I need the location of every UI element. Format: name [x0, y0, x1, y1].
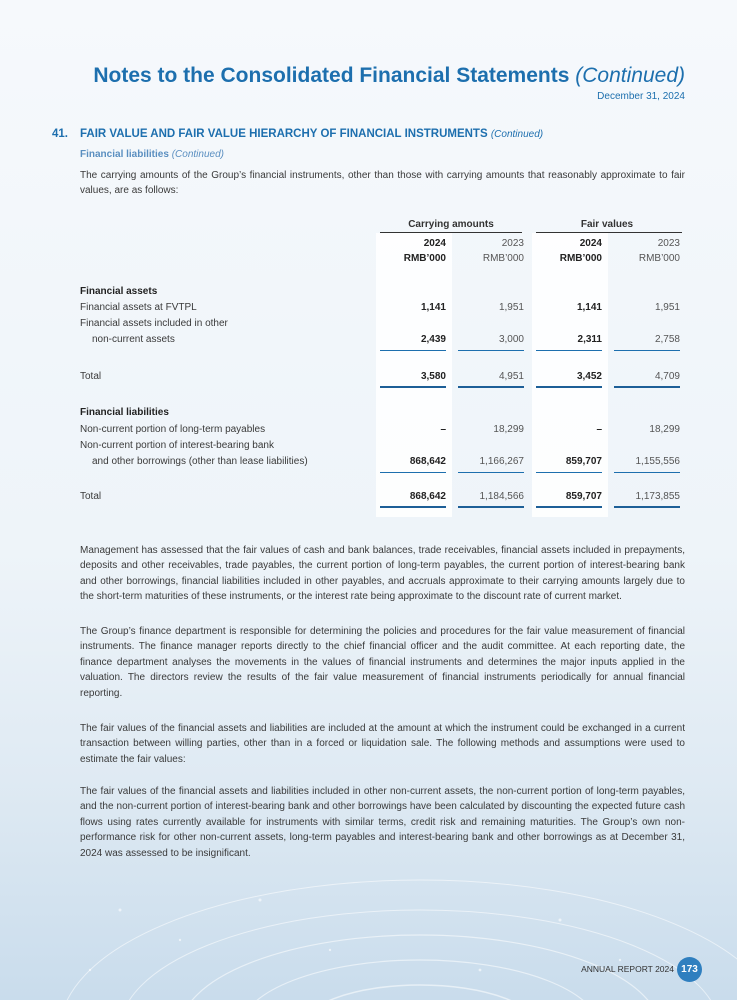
asset-row-fvtpl-label: Financial assets at FVTPL [80, 302, 197, 313]
group-header-fair: Fair values [580, 219, 634, 230]
liab-row-borrowings-label-2: and other borrowings (other than lease liabilities) [92, 456, 308, 467]
section-number: 41. [52, 128, 68, 140]
col-year: 2024 [579, 238, 602, 249]
assets-total-fair-2024: 3,452 [576, 371, 602, 382]
subtotal-rule [614, 350, 680, 351]
asset-row-other-label-2: non-current assets [92, 334, 175, 345]
asset-fvtpl-fair-2023: 1,951 [654, 302, 680, 313]
total-rule [536, 386, 602, 388]
section-continued: (Continued) [490, 129, 544, 140]
liab-row-borrowings-label-1: Non-current portion of interest-bearing bank [80, 440, 274, 451]
annual-report-label: ANNUAL REPORT 2024 [581, 964, 674, 974]
liab-payables-fair-2023: 18,299 [649, 424, 680, 435]
subtotal-rule [380, 350, 446, 351]
liab-borrowings-carrying-2024: 868,642 [409, 456, 446, 467]
liab-borrowings-fair-2024: 859,707 [565, 456, 602, 467]
liab-total-carrying-2023: 1,184,566 [479, 491, 524, 502]
col-unit: RMB’000 [638, 253, 680, 264]
col-header-fair-2023 [614, 236, 680, 266]
section-heading [52, 128, 543, 140]
col-header-carrying-2024 [380, 236, 446, 266]
liab-payables-carrying-2023: 18,299 [493, 424, 524, 435]
liab-total-carrying-2024: 868,642 [409, 491, 446, 502]
page-number-badge: 173 [677, 957, 702, 982]
col-unit: RMB’000 [403, 253, 446, 264]
liab-total-fair-2024: 859,707 [565, 491, 602, 502]
liab-borrowings-fair-2023: 1,155,556 [635, 456, 680, 467]
col-header-fair-2024 [536, 236, 602, 266]
header-date: December 31, 2024 [597, 91, 685, 102]
liab-payables-fair-2024: – [596, 424, 602, 435]
group-line-carrying [380, 232, 522, 233]
intro-paragraph: The carrying amounts of the Group’s financial instruments, other than those with carrying amounts that reasonably approximate to fair values, are as follows: [80, 170, 685, 197]
asset-fvtpl-carrying-2024: 1,141 [420, 302, 446, 313]
subsection-title: Financial liabilities [80, 149, 169, 160]
paragraph-fair-value-basis: The fair values of the financial assets and liabilities are included at the amount at which the instrument could be exchanged in a current transaction between willing parties, other than in a forced or liquidation sale. The following methods and assumptions were used to estimate the fair values: [80, 723, 685, 765]
liab-payables-carrying-2024: – [440, 424, 446, 435]
total-rule [458, 506, 524, 508]
page-title-text: Notes to the Consolidated Financial Statements [93, 64, 570, 87]
page-title [93, 64, 685, 88]
subsection-heading [80, 149, 224, 160]
col-unit: RMB’000 [482, 253, 524, 264]
liab-total-fair-2023: 1,173,855 [635, 491, 680, 502]
subtotal-rule [380, 472, 446, 473]
paragraph-finance-department: The Group’s finance department is responsible for determining the policies and procedures for the fair value measurement of financial instruments. The finance manager reports directly to the chief financial officer and the audit committee. At each reporting date, the finance department analyses the movements in the values of financial instruments and determines the major inputs applied in the valuation. The directors review the results of the fair value measurement of financial instruments periodically for annual financial reporting. [80, 626, 685, 699]
liab-total-label: Total [80, 491, 102, 502]
total-rule [614, 386, 680, 388]
asset-fvtpl-carrying-2023: 1,951 [498, 302, 524, 313]
group-line-fair [536, 232, 682, 233]
section-title: FAIR VALUE AND FAIR VALUE HIERARCHY OF FINANCIAL INSTRUMENTS [80, 128, 488, 140]
liabilities-heading: Financial liabilities [80, 407, 169, 418]
col-header-carrying-2023 [458, 236, 524, 266]
assets-total-fair-2023: 4,709 [654, 371, 680, 382]
asset-other-fair-2023: 2,758 [654, 334, 680, 345]
total-rule [380, 386, 446, 388]
asset-other-carrying-2024: 2,439 [420, 334, 446, 345]
total-rule [536, 506, 602, 508]
subtotal-rule [536, 472, 602, 473]
assets-total-carrying-2024: 3,580 [420, 371, 446, 382]
subsection-continued: (Continued) [171, 149, 224, 160]
subtotal-rule [458, 350, 524, 351]
col-year: 2024 [423, 238, 446, 249]
paragraph-discounting-method: The fair values of the financial assets and liabilities included in other non-current assets, the non-current portion of long-term payables, and the non-current portion of interest-bearing bank and other borrowings have been calculated by discounting the expected future cash flows using rates currently available for instruments with similar terms, credit risk and remaining maturities. The Group’s own non-performance risk for other non-current assets, long-term payables and interest-bearing bank and other borrowings as at December 31, 2024 was assessed to be insignificant. [80, 786, 685, 859]
col-year: 2023 [501, 238, 524, 249]
assets-heading: Financial assets [80, 286, 158, 297]
col-year: 2023 [657, 238, 680, 249]
asset-other-carrying-2023: 3,000 [498, 334, 524, 345]
subtotal-rule [614, 472, 680, 473]
asset-row-other-label-1: Financial assets included in other [80, 318, 228, 329]
asset-other-fair-2024: 2,311 [577, 334, 602, 345]
page-title-continued: (Continued) [575, 64, 685, 87]
asset-fvtpl-fair-2024: 1,141 [576, 302, 602, 313]
total-rule [458, 386, 524, 388]
assets-total-carrying-2023: 4,951 [498, 371, 524, 382]
subtotal-rule [458, 472, 524, 473]
col-unit: RMB’000 [559, 253, 602, 264]
subtotal-rule [536, 350, 602, 351]
total-rule [614, 506, 680, 508]
assets-total-label: Total [80, 371, 102, 382]
paragraph-management-assessment: Management has assessed that the fair values of cash and bank balances, trade receivables, financial assets included in prepayments, deposits and other receivables, trade payables, the current portion of long-term payables, the current portion of interest-bearing bank and other borrowings, financial liabilities included in other payables, and accruals approximate to their carrying amounts largely due to the short-term maturities of these instruments, or the interest rate being approximate to the discount rate of current market. [80, 545, 685, 603]
total-rule [380, 506, 446, 508]
liab-row-payables-label: Non-current portion of long-term payables [80, 424, 266, 435]
group-header-carrying: Carrying amounts [408, 219, 494, 230]
liab-borrowings-carrying-2023: 1,166,267 [479, 456, 524, 467]
